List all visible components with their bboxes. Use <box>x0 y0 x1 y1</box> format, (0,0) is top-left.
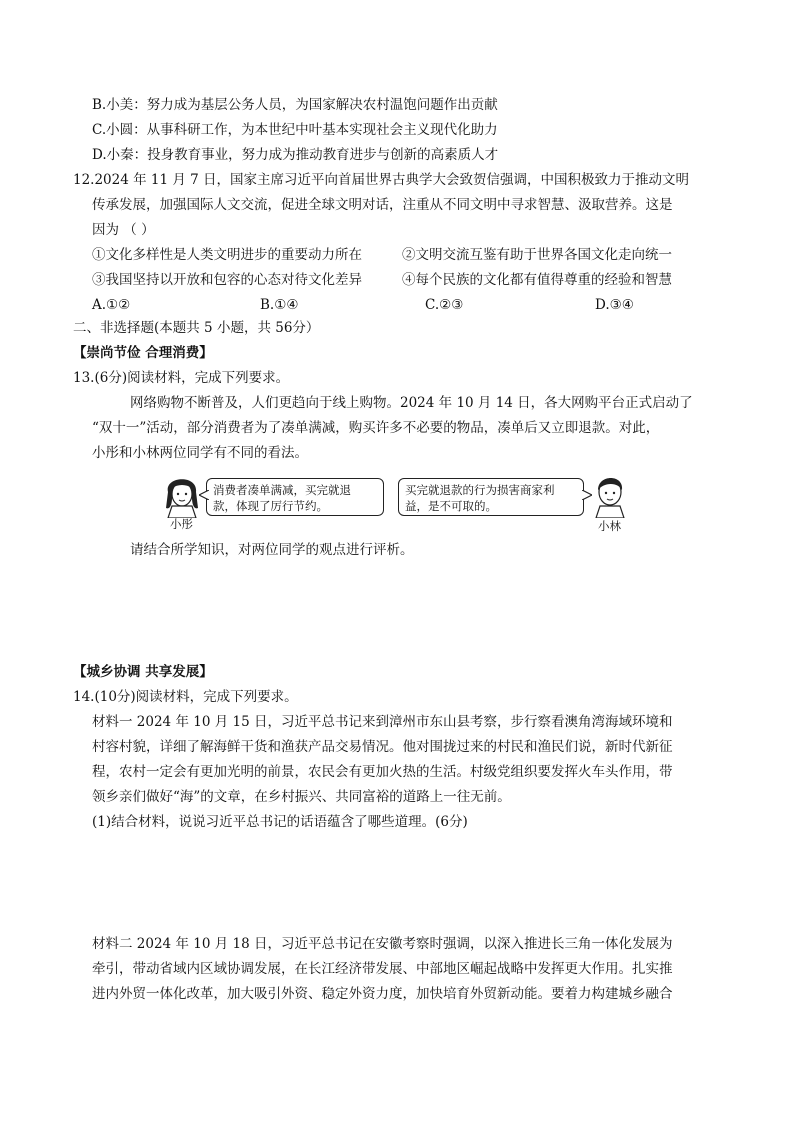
q14-stem: 14.(10分)阅读材料，完成下列要求。 <box>73 689 298 705</box>
name-xiaolin: 小林 <box>598 519 621 533</box>
q14-material1-line1: 材料一 2024 年 10 月 15 日，习近平总书记来到漳州市东山县考察，步行察看澳角湾海域环境和 <box>92 714 673 730</box>
bubble-xiaotong-line1: 消费者凑单满减，买完就退 <box>213 483 351 497</box>
q12-statement-1: ①文化多样性是人类文明进步的重要动力所在 <box>92 247 362 263</box>
bubble-xiaolin-line1: 买完就退款的行为损害商家利 <box>405 483 555 497</box>
student-boy-illustration <box>588 470 632 518</box>
bubble-xiaotong-line2: 款，体现了厉行节约。 <box>213 499 328 513</box>
topic-heading-urban-rural: 【城乡协调 共享发展】 <box>73 664 213 680</box>
q13-material-line1: 网络购物不断普及，人们更趋向于线上购物。2024 年 10 月 14 日，各大网购平台正式启动了 <box>130 395 693 411</box>
speech-bubble-xiaotong <box>206 478 384 516</box>
q12-stem-line1: 12.2024 年 11 月 7 日，国家主席习近平向首届世界古典学大会致贺信强调，中国积极致力于推动文明 <box>73 172 690 188</box>
q13-task: 请结合所学知识，对两位同学的观点进行评析。 <box>130 542 414 558</box>
q12-statement-2: ②文明交流互鉴有助于世界各国文化走向统一 <box>402 247 672 263</box>
q11-option-d: D.小秦：投身教育事业，努力成为推动教育进步与创新的高素质人才 <box>92 147 499 163</box>
bubble-xiaolin-line2: 益，是不可取的。 <box>405 499 497 513</box>
q11-option-b: B.小美：努力成为基层公务人员，为国家解决农村温饱问题作出贡献 <box>92 97 498 113</box>
bubble-tail-left <box>199 490 209 500</box>
q12-choice-d: D.③④ <box>595 297 634 313</box>
section-title: 二、非选择题(本题共 5 小题，共 56分） <box>73 320 320 336</box>
q12-stem-line3: 因为 （ ） <box>92 222 155 238</box>
q12-stem-line2: 传承发展，加强国际人文交流，促进全球文明对话，注重从不同文明中寻求智慧、汲取营养。这是 <box>92 197 673 213</box>
q14-material2-line1: 材料二 2024 年 10 月 18 日，习近平总书记在安徽考察时强调，以深入推进长三角一体化发展为 <box>92 936 673 952</box>
q11-option-c: C.小圆：从事科研工作，为本世纪中叶基本实现社会主义现代化助力 <box>92 122 498 138</box>
q14-material1-line4: 领乡亲们做好“海”的文章，在乡村振兴、共同富裕的道路上一往无前。 <box>92 789 511 805</box>
q14-material2-line3: 进内外贸一体化改革，加大吸引外资、稳定外资力度，加快培育外贸新动能。要着力构建城乡融合 <box>92 986 673 1002</box>
q14-material1-line3: 程，农村一定会有更加光明的前景，农民会有更加火热的生活。村级党组织要发挥火车头作用，带 <box>92 764 673 780</box>
q12-choice-c: C.②③ <box>425 297 464 313</box>
q12-statement-3: ③我国坚持以开放和包容的心态对待文化差异 <box>92 272 362 288</box>
q14-subquestion-1: (1)结合材料，说说习近平总书记的话语蕴含了哪些道理。(6分) <box>92 814 468 830</box>
topic-heading-thrift: 【崇尚节俭 合理消费】 <box>73 345 213 361</box>
q12-choice-a: A.①② <box>92 297 131 313</box>
name-xiaotong: 小彤 <box>170 517 193 531</box>
speech-bubble-xiaolin <box>398 478 584 516</box>
q12-statement-4: ④每个民族的文化都有值得尊重的经验和智慧 <box>402 272 672 288</box>
q13-material-line3: 小彤和小林两位同学有不同的看法。 <box>92 445 308 461</box>
q13-stem: 13.(6分)阅读材料，完成下列要求。 <box>73 370 290 386</box>
q14-material2-line2: 牵引，带动省域内区域协调发展，在长江经济带发展、中部地区崛起战略中发挥更大作用。扎实推 <box>92 961 673 977</box>
q13-material-line2: “双十一”活动，部分消费者为了凑单满减，购买许多不必要的物品，凑单后又立即退款。对此， <box>92 420 660 436</box>
q14-material1-line2: 村容村貌，详细了解海鲜干货和渔获产品交易情况。他对围拢过来的村民和渔民们说，新时代新征 <box>92 739 673 755</box>
q12-choice-b: B.①④ <box>260 297 299 313</box>
